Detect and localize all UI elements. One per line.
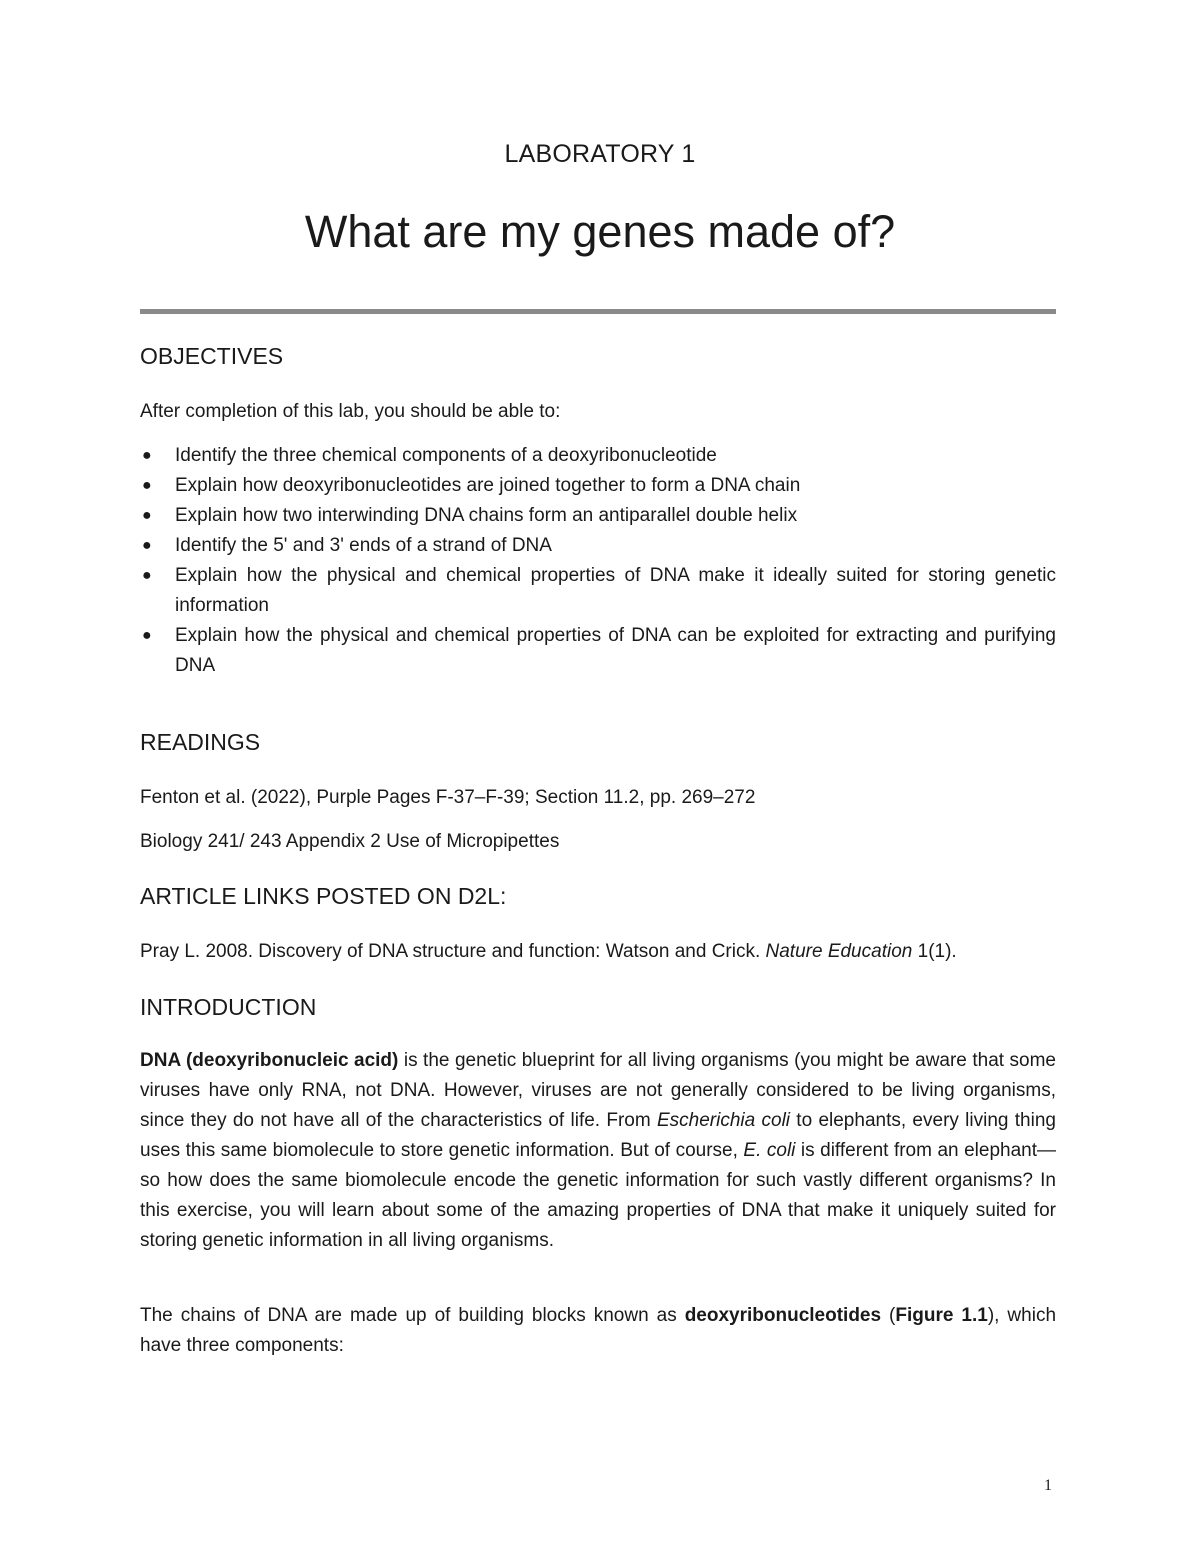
objectives-intro: After completion of this lab, you should be able to: — [140, 401, 561, 422]
list-item: ● Explain how two interwinding DNA chains form an antiparallel double helix — [140, 501, 1056, 531]
list-item: ● Explain how the physical and chemical properties of DNA make it ideally suited for storing genetic information — [140, 561, 1056, 621]
bullet-icon: ● — [142, 627, 152, 644]
page-title: What are my genes made of? — [304, 206, 896, 257]
introduction-heading: INTRODUCTION — [140, 994, 317, 1020]
intro-paragraph-1: DNA (deoxyribonucleic acid) is the genetic blueprint for all living organisms (you might be aware that some viruses have only RNA, not DNA. However, viruses are not generally considered to be living organisms, since they do not have all of the characteristics of life. From Escherichia coli to elephants, every living thing uses this same biomolecule to store genetic information. But of course, E. coli is different from an elephant—so how does the same biomolecule encode the genetic information for such vastly different organisms? In this exercise, you will learn about some of the amazing properties of DNA that make it uniquely suited for storing genetic information in all living organisms. — [140, 1050, 1056, 1251]
intro-paragraph-2: The chains of DNA are made up of building blocks known as deoxyribonucleotides (Figure 1.1), which have three components: — [140, 1305, 1057, 1356]
journal-name: Nature Education — [765, 941, 913, 962]
title-divider — [140, 309, 1056, 314]
reading-item: Biology 241/ 243 Appendix 2 Use of Micropipettes — [140, 831, 560, 852]
bullet-icon: ● — [142, 537, 152, 554]
article-citation: Pray L. 2008. Discovery of DNA structure and function: Watson and Crick. Nature Education 1(1). — [140, 941, 957, 962]
article-links-heading: ARTICLE LINKS POSTED ON D2L: — [140, 883, 507, 909]
lab-label: LABORATORY 1 — [504, 140, 696, 168]
objectives-list — [140, 441, 1056, 681]
key-term: deoxyribonucleotides — [684, 1305, 882, 1326]
list-item: ● Explain how the physical and chemical properties of DNA can be exploited for extracting and purifying DNA — [140, 621, 1056, 681]
figure-reference: Figure 1.1 — [895, 1305, 988, 1326]
bullet-icon: ● — [142, 447, 152, 464]
page-number: 1 — [1044, 1477, 1052, 1494]
species-name: E. coli — [743, 1140, 796, 1161]
list-item: ● Identify the three chemical components of a deoxyribonucleotide — [140, 441, 1056, 471]
list-item: ● Explain how deoxyribonucleotides are joined together to form a DNA chain — [140, 471, 1056, 501]
list-item: ● Identify the 5' and 3' ends of a strand of DNA — [140, 531, 1056, 561]
readings-heading: READINGS — [140, 729, 261, 755]
bullet-icon: ● — [142, 567, 152, 584]
bullet-icon: ● — [142, 477, 152, 494]
key-term: DNA (deoxyribonucleic acid) — [140, 1050, 399, 1071]
objectives-heading: OBJECTIVES — [140, 343, 284, 369]
bullet-icon: ● — [142, 507, 152, 524]
species-name: Escherichia coli — [657, 1110, 791, 1131]
reading-item: Fenton et al. (2022), Purple Pages F-37–F-39; Section 11.2, pp. 269–272 — [140, 787, 756, 808]
